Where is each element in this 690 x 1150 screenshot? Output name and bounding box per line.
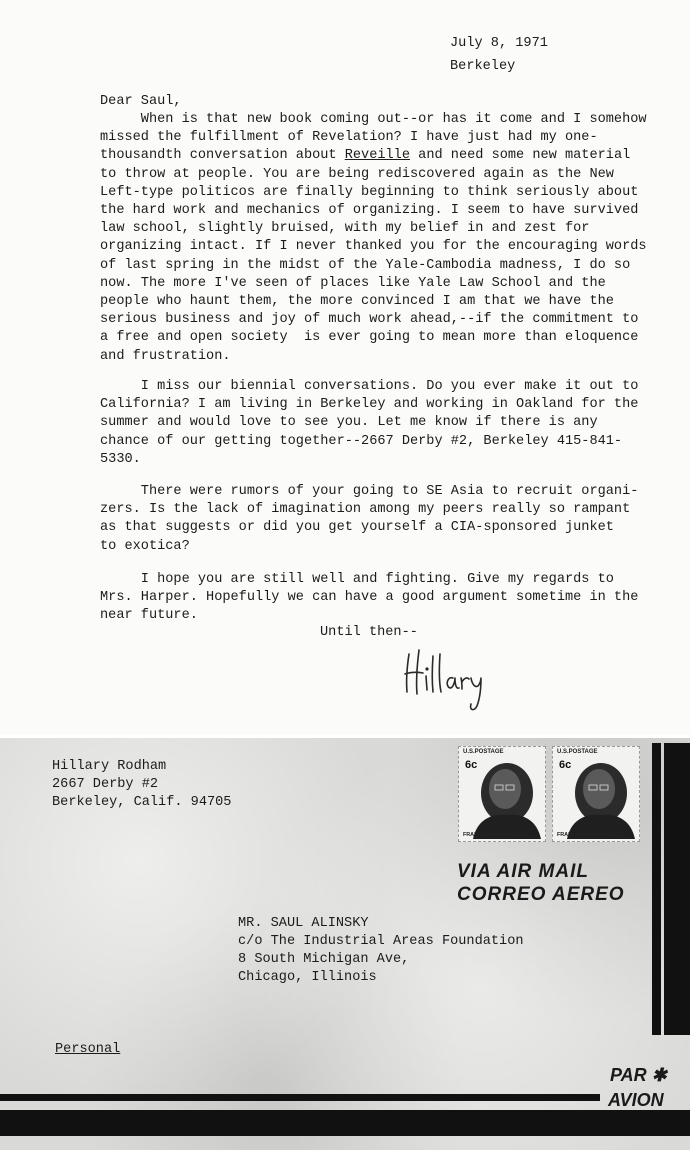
letter-line: to exotica? bbox=[100, 538, 190, 554]
envelope-border-bar bbox=[0, 1110, 690, 1136]
letter-line: chance of our getting together--2667 Derby #2, Berkeley 415-841- bbox=[100, 433, 623, 449]
letter-line: California? I am living in Berkeley and working in Oakland for the bbox=[100, 397, 639, 413]
letter-line: and frustration. bbox=[100, 348, 231, 364]
letter-line: as that suggests or did you get yourself a CIA-sponsored junket bbox=[100, 520, 614, 536]
stamp-name: FRANKLIN D.ROOSEVELT bbox=[463, 832, 531, 838]
envelope-border-bar bbox=[652, 743, 661, 1035]
letter-paragraph-2 bbox=[100, 378, 638, 469]
letter-line: near future. bbox=[100, 608, 198, 624]
letter-line: organizing intact. If I never thanked you for the encouraging words bbox=[100, 239, 647, 255]
airmail-label: VIA AIR MAIL bbox=[457, 861, 589, 882]
par-avion-label: AVION bbox=[608, 1090, 664, 1110]
letter-line: missed the fulfillment of Revelation? I have just had my one- bbox=[100, 130, 598, 146]
stamp-header: U.S.POSTAGE bbox=[557, 749, 598, 755]
handwritten-signature bbox=[395, 642, 495, 717]
envelope-border-bar bbox=[664, 743, 690, 1035]
letter-line: of last spring in the midst of the Yale-Cambodia madness, I do so bbox=[100, 257, 631, 273]
personal-note: Personal bbox=[55, 1042, 121, 1057]
letter-line: I hope you are still well and fighting. Give my regards to bbox=[100, 572, 614, 587]
letter-place: Berkeley bbox=[450, 59, 516, 74]
letter-paragraph-3 bbox=[100, 483, 638, 556]
letter-paragraph-1 bbox=[100, 111, 647, 366]
recipient-line: Chicago, Illinois bbox=[238, 970, 377, 985]
letter-line: now. The more I've seen of places like Yale Law School and the bbox=[100, 275, 606, 291]
letter-date: July 8, 1971 bbox=[450, 36, 548, 51]
return-address-line: 2667 Derby #2 bbox=[52, 777, 159, 792]
letter-salutation: Dear Saul, bbox=[100, 94, 182, 109]
return-address-line: Hillary Rodham bbox=[52, 759, 167, 774]
envelope bbox=[0, 738, 690, 1150]
envelope-border-bar bbox=[0, 1094, 600, 1101]
postage-stamp bbox=[552, 746, 640, 842]
letter-line: a free and open society is ever going to mean more than eloquence bbox=[100, 330, 639, 346]
letter-line: people who haunt them, the more convinced I am that we have the bbox=[100, 294, 614, 310]
letter-line: to throw at people. You are being rediscovered again as the New bbox=[100, 166, 614, 182]
recipient-line: 8 South Michigan Ave, bbox=[238, 952, 410, 967]
postage-stamp bbox=[458, 746, 546, 842]
letter-line: the hard work and mechanics of organizing. I seem to have survived bbox=[100, 203, 639, 219]
letter-line: law school, slightly bruised, with my belief in and zest for bbox=[100, 221, 590, 237]
stamp-header: U.S.POSTAGE bbox=[463, 749, 504, 755]
recipient-line: MR. SAUL ALINSKY bbox=[238, 916, 369, 931]
book-title: Reveille bbox=[344, 148, 410, 164]
letter-line: zers. Is the lack of imagination among my peers really so rampant bbox=[100, 502, 631, 518]
letter-line: Left-type politicos are finally beginning to think seriously about bbox=[100, 184, 639, 200]
letter-closing: Until then-- bbox=[320, 625, 418, 640]
letter-line: summer and would love to see you. Let me know if there is any bbox=[100, 415, 598, 431]
letter-line: When is that new book coming out--or has it come and I somehow bbox=[100, 112, 647, 127]
stamp-value: 6c bbox=[559, 759, 572, 771]
letter-line: Mrs. Harper. Hopefully we can have a good argument sometime in the bbox=[100, 590, 639, 606]
letter-line: serious business and joy of much work ahead,--if the commitment to bbox=[100, 312, 639, 328]
stamp-value: 6c bbox=[465, 759, 478, 771]
letter-line: 5330. bbox=[100, 451, 141, 467]
airmail-label-spanish: CORREO AEREO bbox=[457, 884, 625, 905]
letter-paragraph-4 bbox=[100, 571, 638, 626]
stamp-name: FRANKLIN D.ROOSEVELT bbox=[557, 832, 625, 838]
recipient-line: c/o The Industrial Areas Foundation bbox=[238, 934, 524, 949]
return-address-line: Berkeley, Calif. 94705 bbox=[52, 795, 232, 810]
letter-line: I miss our biennial conversations. Do you ever make it out to bbox=[100, 379, 639, 394]
letter-line: thousandth conversation about Reveille and need some new material bbox=[100, 148, 631, 164]
letter-line: There were rumors of your going to SE Asia to recruit organi- bbox=[100, 484, 639, 499]
par-avion-label: PAR ✱ bbox=[610, 1065, 667, 1085]
